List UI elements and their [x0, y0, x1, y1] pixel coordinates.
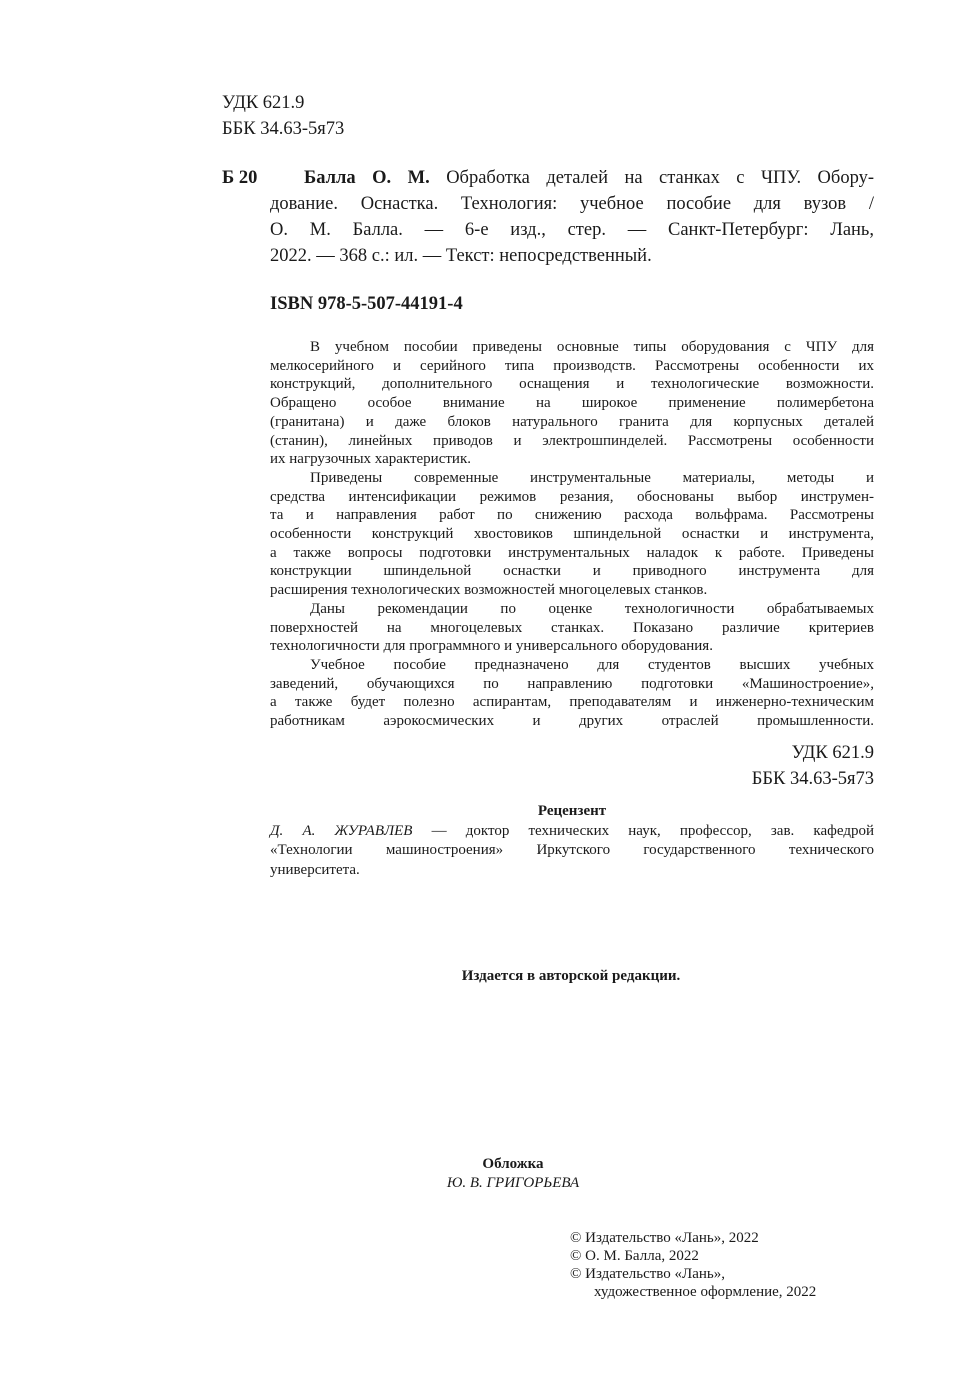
udk-code: УДК 621.9 [791, 743, 874, 763]
bbk-code: ББК 34.63-5я73 [751, 769, 874, 789]
reviewer-line: университета. [270, 861, 360, 878]
reviewer-section [270, 802, 874, 880]
reviewer-line: «Технологии машиностроения» Иркутского государственного технического [270, 842, 874, 858]
classification-codes-bottom [752, 740, 874, 792]
abstract-line: а также вопросы подготовки инструментальных наладок к работе. Приведены [270, 544, 874, 561]
copyright-line: художественное оформление, 2022 [594, 1284, 817, 1300]
cover-designer: Ю. В. ГРИГОРЬЕВА [446, 1175, 580, 1191]
abstract-line: Учебное пособие предназначено для студентов высших учебных [310, 656, 874, 673]
copyright-line: © Издательство «Лань», [570, 1266, 725, 1282]
abstract-line: поверхностей на многоцелевых станках. Показано различие критериев [270, 619, 874, 636]
entry-line: О. М. Балла. — 6-е изд., стер. — Санкт-Петербург: Лань, [270, 220, 874, 240]
reviewer-name: Д. А. ЖУРАВЛЕВ [270, 822, 413, 839]
abstract-line: та и направления работ по снижению расхода вольфрама. Рассмотрены [270, 507, 874, 524]
abstract [270, 338, 874, 731]
edition-note: Издается в авторской редакции. [461, 968, 681, 984]
abstract-line: работникам аэрокосмических и других отраслей промышленности. [270, 713, 874, 730]
abstract-line: а также будет полезно аспирантам, преподавателям и инженерно-техническим [270, 694, 874, 711]
author-mark: Б 20 [222, 168, 258, 188]
bbk-code: ББК 34.63-5я73 [222, 119, 345, 139]
abstract-line: расширения технологических возможностей многоцелевых станков. [270, 582, 708, 599]
abstract-line: (станин), линейных приводов и электрошпинделей. Рассмотрены особенности [270, 432, 874, 449]
bibliographic-entry [222, 165, 874, 269]
entry-line: 2022. — 368 с.: ил. — Текст: непосредственный. [270, 246, 652, 266]
abstract-line: технологичности для программного и универсального оборудования. [270, 638, 713, 655]
abstract-line: Обращено особое внимание на широкое применение полимербетона [270, 395, 874, 412]
entry-line: Балла О. М. Обработка деталей на станках с ЧПУ. Обору- [304, 168, 874, 188]
abstract-line: особенности конструкций хвостовиков шпиндельной оснастки и инструмента, [270, 526, 874, 543]
abstract-line: мелкосерийного и серийного типа производств. Рассмотрены особенности их [270, 357, 874, 374]
abstract-line: их нагрузочных характеристик. [270, 451, 471, 468]
author-name: Балла О. М. [304, 168, 430, 188]
abstract-line: Приведены современные инструментальные материалы, методы и [310, 469, 874, 486]
abstract-line: заведений, обучающихся по направлению подготовки «Машиностроение», [270, 675, 874, 692]
udk-code: УДК 621.9 [222, 93, 305, 113]
classification-codes-top [222, 90, 522, 142]
cover-heading: Обложка [482, 1156, 544, 1172]
abstract-line: конструкций, дополнительного оснащения и технологические возможности. [270, 376, 874, 393]
isbn: ISBN 978-5-507-44191-4 [270, 294, 463, 314]
cover-credit [0, 1155, 975, 1193]
reviewer-line: Д. А. ЖУРАВЛЕВ — доктор технических наук, профессор, зав. кафедрой [270, 822, 874, 839]
abstract-line: В учебном пособии приведены основные типы оборудования с ЧПУ для [310, 339, 874, 355]
abstract-line: Даны рекомендации по оценке технологичности обрабатываемых [310, 600, 874, 617]
abstract-line: средства интенсификации режимов резания, обоснованы выбор инструмен- [270, 488, 874, 505]
abstract-line: (гранитана) и даже блоков натурального гранита для корпусных деталей [270, 413, 874, 430]
copyright-line: © О. М. Балла, 2022 [570, 1248, 699, 1264]
entry-line: дование. Оснастка. Технология: учебное пособие для вузов / [270, 194, 874, 214]
copyright-block [570, 1229, 816, 1301]
reviewer-heading: Рецензент [537, 803, 607, 819]
abstract-line: конструкции шпиндельной оснастки и приводного инструмента для [270, 563, 874, 580]
copyright-line: © Издательство «Лань», 2022 [570, 1230, 759, 1246]
